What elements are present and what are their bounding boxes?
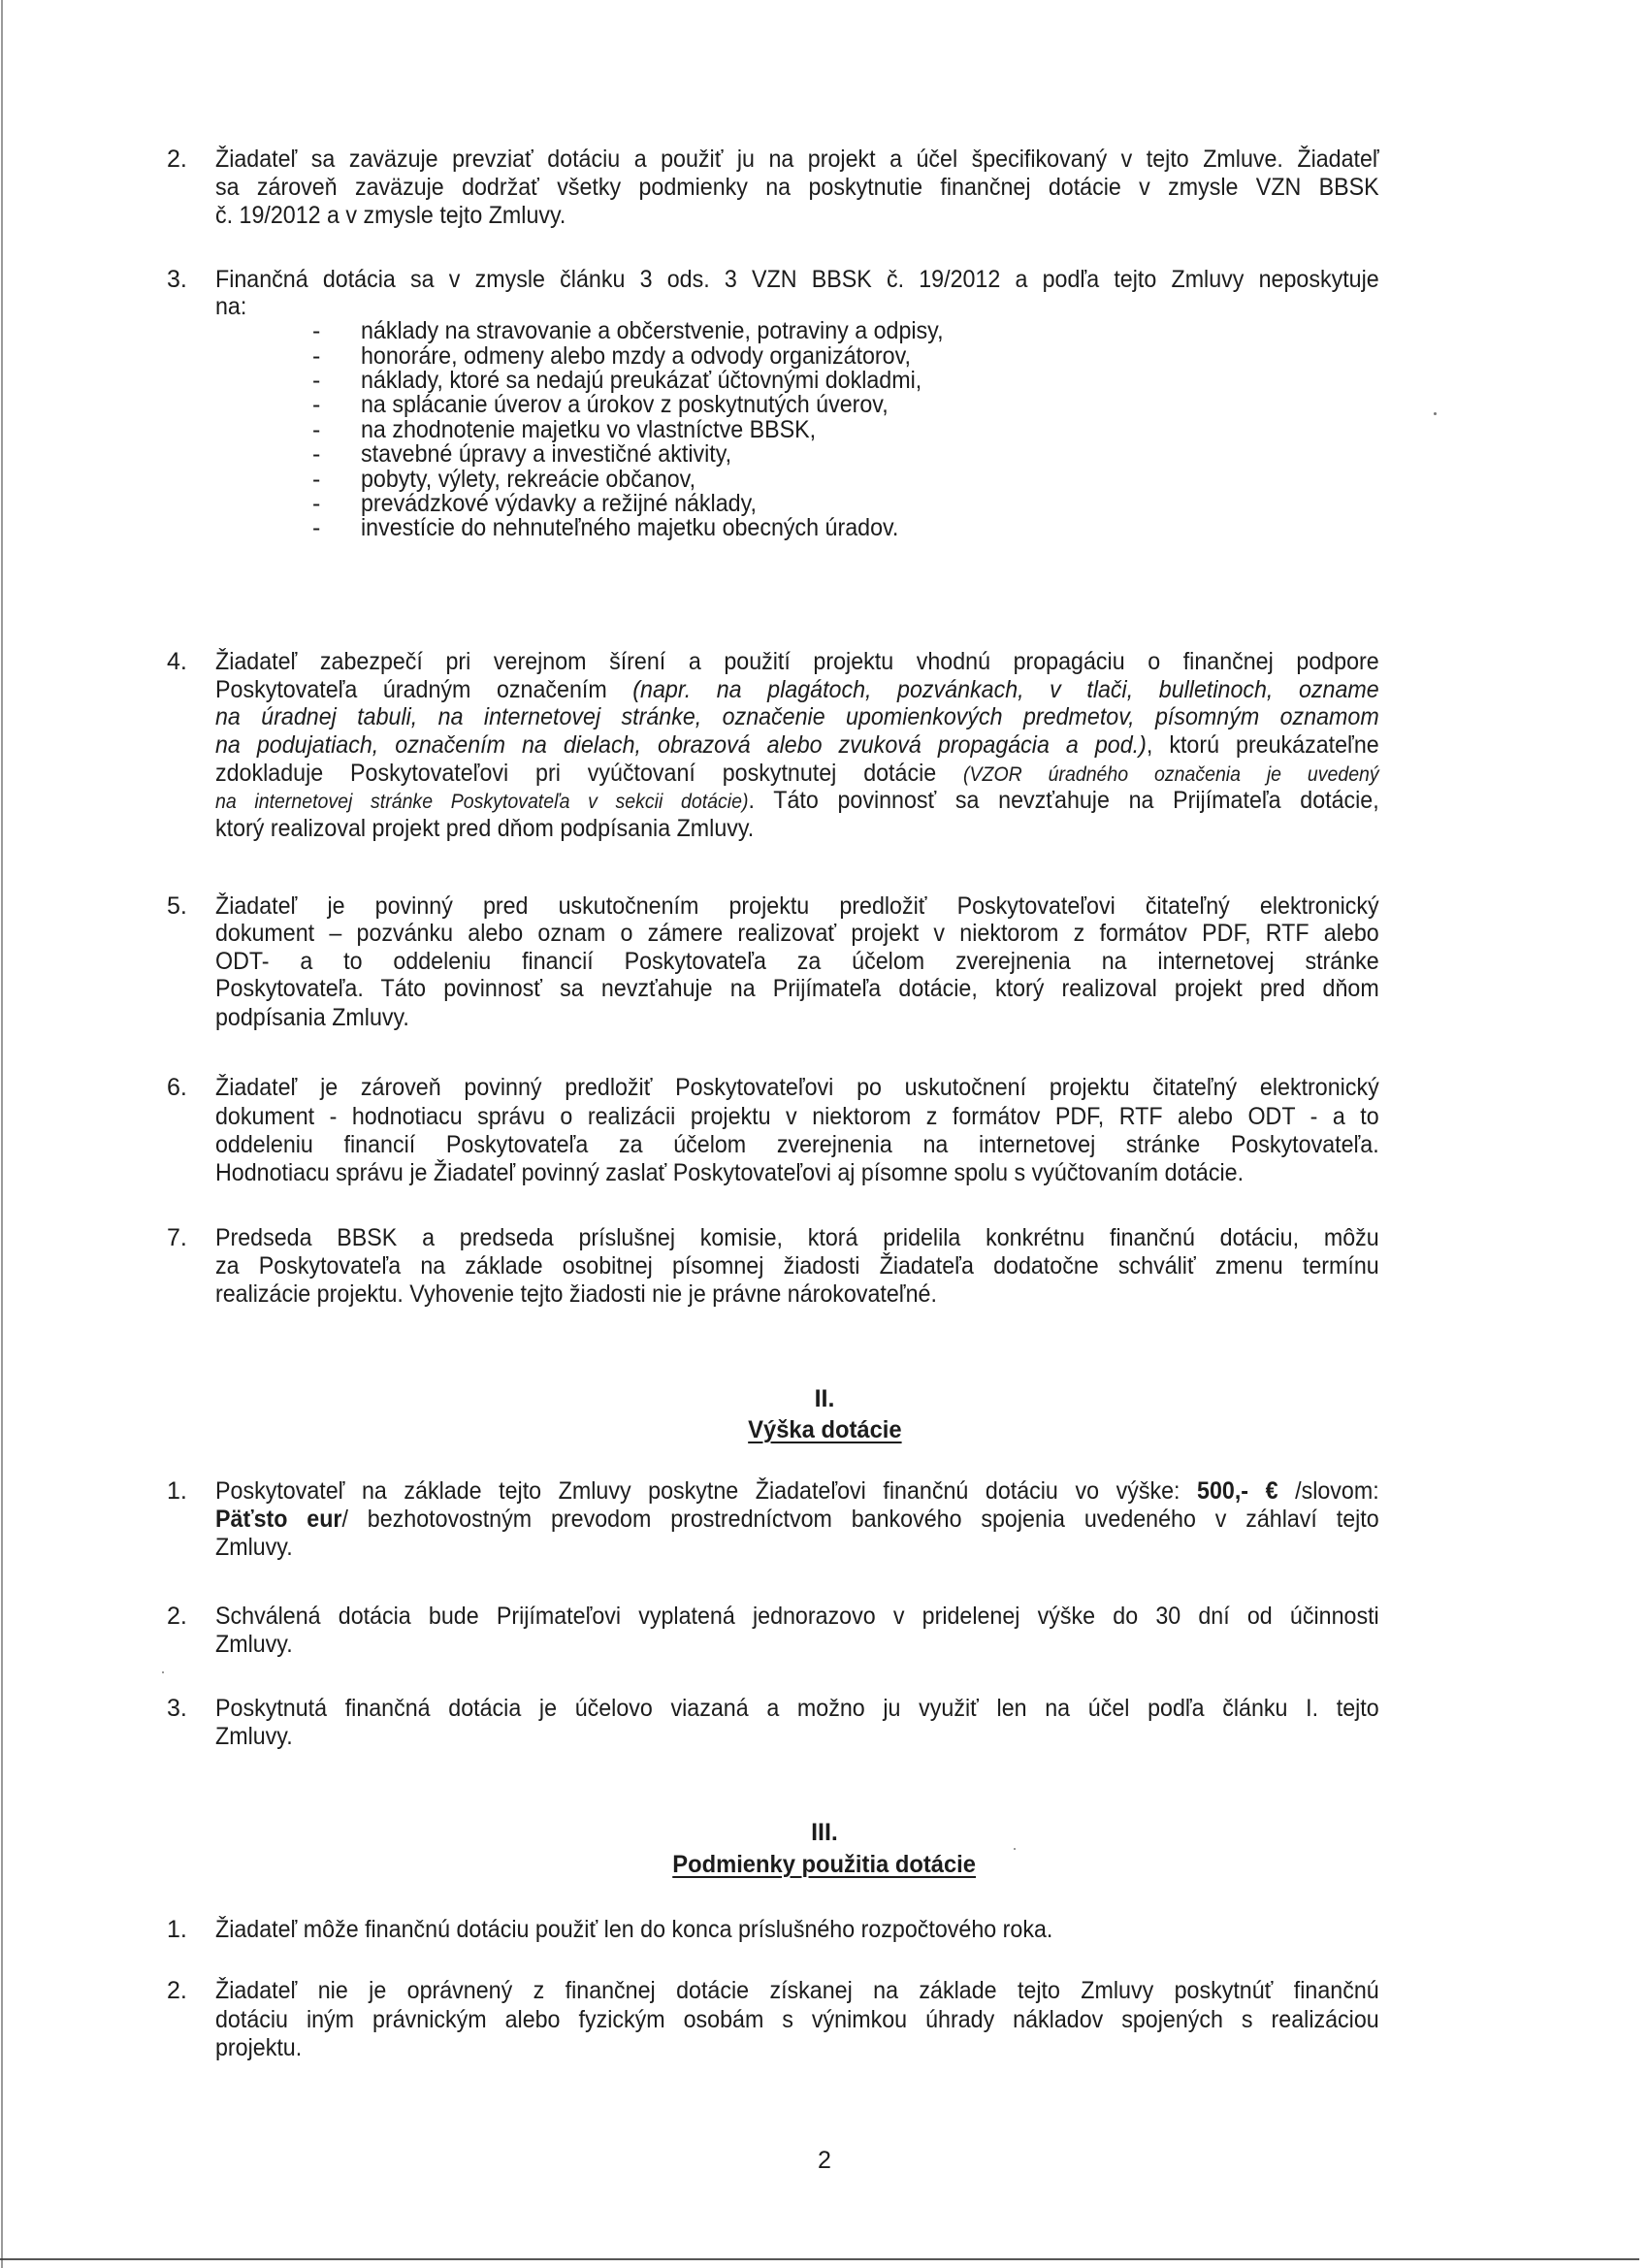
list-item: stavebné úpravy a investičné aktivity,	[361, 440, 732, 468]
clause-line: ODT- a to oddeleniu financií Poskytovateľa za účelom zverejnenia na internetovej stránke	[215, 948, 1379, 975]
clause-line: Zmluvy.	[215, 1631, 293, 1658]
text-run: /slovom:	[1277, 1477, 1379, 1505]
clause-line: Žiadateľ nie je oprávnený z finančnej dotácie získanej na základe tejto Zmluvy poskytnúť finančnú	[215, 1977, 1379, 2004]
list-item: náklady, ktoré sa nedajú preukázať účtovnými dokladmi,	[361, 367, 922, 394]
grant-amount: 500,- €	[1197, 1477, 1278, 1505]
clause-line: Predseda BBSK a predseda príslušnej komisie, ktorá pridelila konkrétnu finančnú dotáciu, môžu	[215, 1224, 1379, 1251]
clause-number: 6.	[167, 1074, 187, 1101]
section-title	[0, 1418, 1649, 1442]
section-numeral: III.	[811, 1819, 838, 1846]
clause-line: Hodnotiacu správu je Žiadateľ povinný zaslať Poskytovateľovi aj písomne spolu s vyúčtovaním dotácie.	[215, 1159, 1245, 1186]
clause-line: Zmluvy.	[215, 1723, 293, 1750]
clause-line: projektu.	[215, 2034, 303, 2061]
clause-line: dotáciu iným právnickým alebo fyzickým osobám s výnimkou úhrady nákladov spojených s realizáciou	[215, 2006, 1379, 2033]
clause-line: na:	[215, 293, 247, 320]
italic-text-run: (napr. na plagátoch, pozvánkach, v tlači, bulletinoch, ozname	[632, 676, 1379, 703]
bullet-marker: -	[312, 367, 321, 394]
list-item: pobyty, výlety, rekreácie občanov,	[361, 466, 696, 493]
clause-line: dokument – pozvánku alebo oznam o zámere realizovať projekt v niektorom z formátov PDF, RTF alebo	[215, 920, 1379, 947]
clause-line	[215, 733, 1379, 758]
clause-line	[215, 650, 1379, 674]
list-item: na zhodnotenie majetku vo vlastníctve BBSK,	[361, 416, 817, 443]
section-title-text: Výška dotácie	[747, 1416, 902, 1443]
clause-number: 4.	[167, 648, 187, 675]
clause-number: 3.	[167, 266, 187, 293]
clause-line	[215, 789, 1379, 813]
clause-number: 5.	[167, 892, 187, 920]
clause-line: za Poskytovateľa na základe osobitnej písomnej žiadosti Žiadateľa dodatočne schváliť zmenu termínu	[215, 1252, 1379, 1280]
clause-line: sa zároveň zaväzuje dodržať všetky podmienky na poskytnutie finančnej dotácie v zmysle VZN BBSK	[215, 174, 1379, 201]
italic-text-run: na podujatiach, označením na dielach, obrazová alebo zvuková propagácia a pod.)	[215, 731, 1147, 759]
scan-speck	[162, 1671, 164, 1673]
clause-number: 3.	[167, 1695, 187, 1722]
clause-line: Žiadateľ môže finančnú dotáciu použiť len do konca príslušného rozpočtového roka.	[215, 1916, 1053, 1943]
text-run: Poskytovateľ na základe tejto Zmluvy poskytne Žiadateľovi finančnú dotáciu vo výške:	[215, 1477, 1198, 1505]
clause-number: 1.	[167, 1477, 187, 1505]
italic-text-run: na úradnej tabuli, na internetovej stránke, označenie upomienkových predmetov, písomným oznamom	[215, 703, 1379, 730]
clause-number: 2.	[167, 1603, 187, 1630]
clause-line	[215, 678, 1379, 702]
italic-small-text-run: na internetovej stránke Poskytovateľa v sekcii dotácie)	[215, 791, 749, 813]
clause-line	[215, 1479, 1379, 1504]
clause-line: dokument - hodnotiacu správu o realizácii projektu v niektorom z formátov PDF, RTF alebo ODT - a to	[215, 1103, 1379, 1130]
clause-number: 2.	[167, 1977, 187, 2004]
italic-small-text-run: (VZOR úradného označenia je uvedený	[963, 763, 1379, 786]
clause-line: Žiadateľ je povinný pred uskutočnením projektu predložiť Poskytovateľovi čitateľný elektronický	[215, 892, 1379, 920]
section-numeral: II.	[814, 1385, 835, 1412]
clause-number: 7.	[167, 1224, 187, 1251]
text-run: Poskytovateľa úradným označením	[215, 676, 633, 703]
grant-amount-words: Päťsto eur	[215, 1506, 342, 1533]
bullet-marker: -	[312, 342, 321, 370]
bullet-marker: -	[312, 317, 321, 344]
section-title	[0, 1853, 1649, 1877]
clause-line: č. 19/2012 a v zmysle tejto Zmluvy.	[215, 202, 566, 229]
text-run: / bezhotovostným prevodom prostredníctvom bankového spojenia uvedeného v záhlaví tejto	[341, 1506, 1379, 1533]
bullet-marker: -	[312, 440, 321, 468]
clause-line	[215, 705, 1379, 729]
list-item: náklady na stravovanie a občerstvenie, potraviny a odpisy,	[361, 317, 944, 344]
scan-bottom-rule	[0, 2258, 1639, 2260]
clause-line: podpísania Zmluvy.	[215, 1004, 409, 1031]
clause-line: realizácie projektu. Vyhovenie tejto žiadosti nie je právne nárokovateľné.	[215, 1280, 937, 1308]
list-item: honoráre, odmeny alebo mzdy a odvody organizátorov,	[361, 342, 911, 370]
clause-line: oddeleniu financií Poskytovateľa za účelom zverejnenia na internetovej stránke Poskytovateľa.	[215, 1131, 1379, 1158]
list-item: investície do nehnuteľného majetku obecných úradov.	[361, 514, 899, 541]
list-item: prevádzkové výdavky a režijné náklady,	[361, 490, 757, 517]
clause-line: Poskytovateľa. Táto povinnosť sa nevzťahuje na Prijímateľa dotácie, ktorý realizoval projekt pred dňom	[215, 975, 1379, 1002]
clause-line: Žiadateľ sa zaväzuje prevziať dotáciu a použiť ju na projekt a účel špecifikovaný v tejto Zmluve. Žiadateľ	[215, 146, 1379, 173]
scan-edge-left	[1, 0, 3, 2268]
clause-line: Zmluvy.	[215, 1534, 293, 1561]
page-number: 2	[818, 2147, 831, 2174]
clause-line: Poskytnutá finančná dotácia je účelovo viazaná a možno ju využiť len na účel podľa článku I. tejto	[215, 1695, 1379, 1722]
text-run: Žiadateľ zabezpečí pri verejnom šírení a použití projektu vhodnú propagáciu o finančnej podpore	[215, 648, 1379, 675]
scan-speck	[1434, 412, 1437, 415]
bullet-marker: -	[312, 466, 321, 493]
bullet-marker: -	[312, 416, 321, 443]
clause-number: 1.	[167, 1916, 187, 1943]
text-run: ktorý realizoval projekt pred dňom podpísania Zmluvy.	[215, 815, 755, 842]
clause-line: Finančná dotácia sa v zmysle článku 3 ods. 3 VZN BBSK č. 19/2012 a podľa tejto Zmluvy neposkytuje	[215, 266, 1379, 293]
clause-line	[215, 761, 1379, 786]
clause-line	[215, 817, 1379, 841]
bullet-marker: -	[312, 490, 321, 517]
text-run: zdokladuje Poskytovateľovi pri vyúčtovaní poskytnutej dotácie	[215, 760, 964, 787]
section-title-text: Podmienky použitia dotácie	[672, 1851, 977, 1878]
text-run: . Táto povinnosť sa nevzťahuje na Prijímateľa dotácie,	[748, 787, 1379, 814]
clause-line	[215, 1507, 1379, 1532]
clause-line: Žiadateľ je zároveň povinný predložiť Poskytovateľovi po uskutočnení projektu čitateľný elektronický	[215, 1074, 1379, 1101]
scan-speck	[1014, 1848, 1016, 1850]
clause-line: Schválená dotácia bude Prijímateľovi vyplatená jednorazovo v pridelenej výške do 30 dní od účinnosti	[215, 1603, 1379, 1630]
bullet-marker: -	[312, 514, 321, 541]
text-run: , ktorú preukázateľne	[1146, 731, 1379, 759]
bullet-marker: -	[312, 391, 321, 418]
list-item: na splácanie úverov a úrokov z poskytnutých úverov,	[361, 391, 889, 418]
clause-number: 2.	[167, 146, 187, 173]
